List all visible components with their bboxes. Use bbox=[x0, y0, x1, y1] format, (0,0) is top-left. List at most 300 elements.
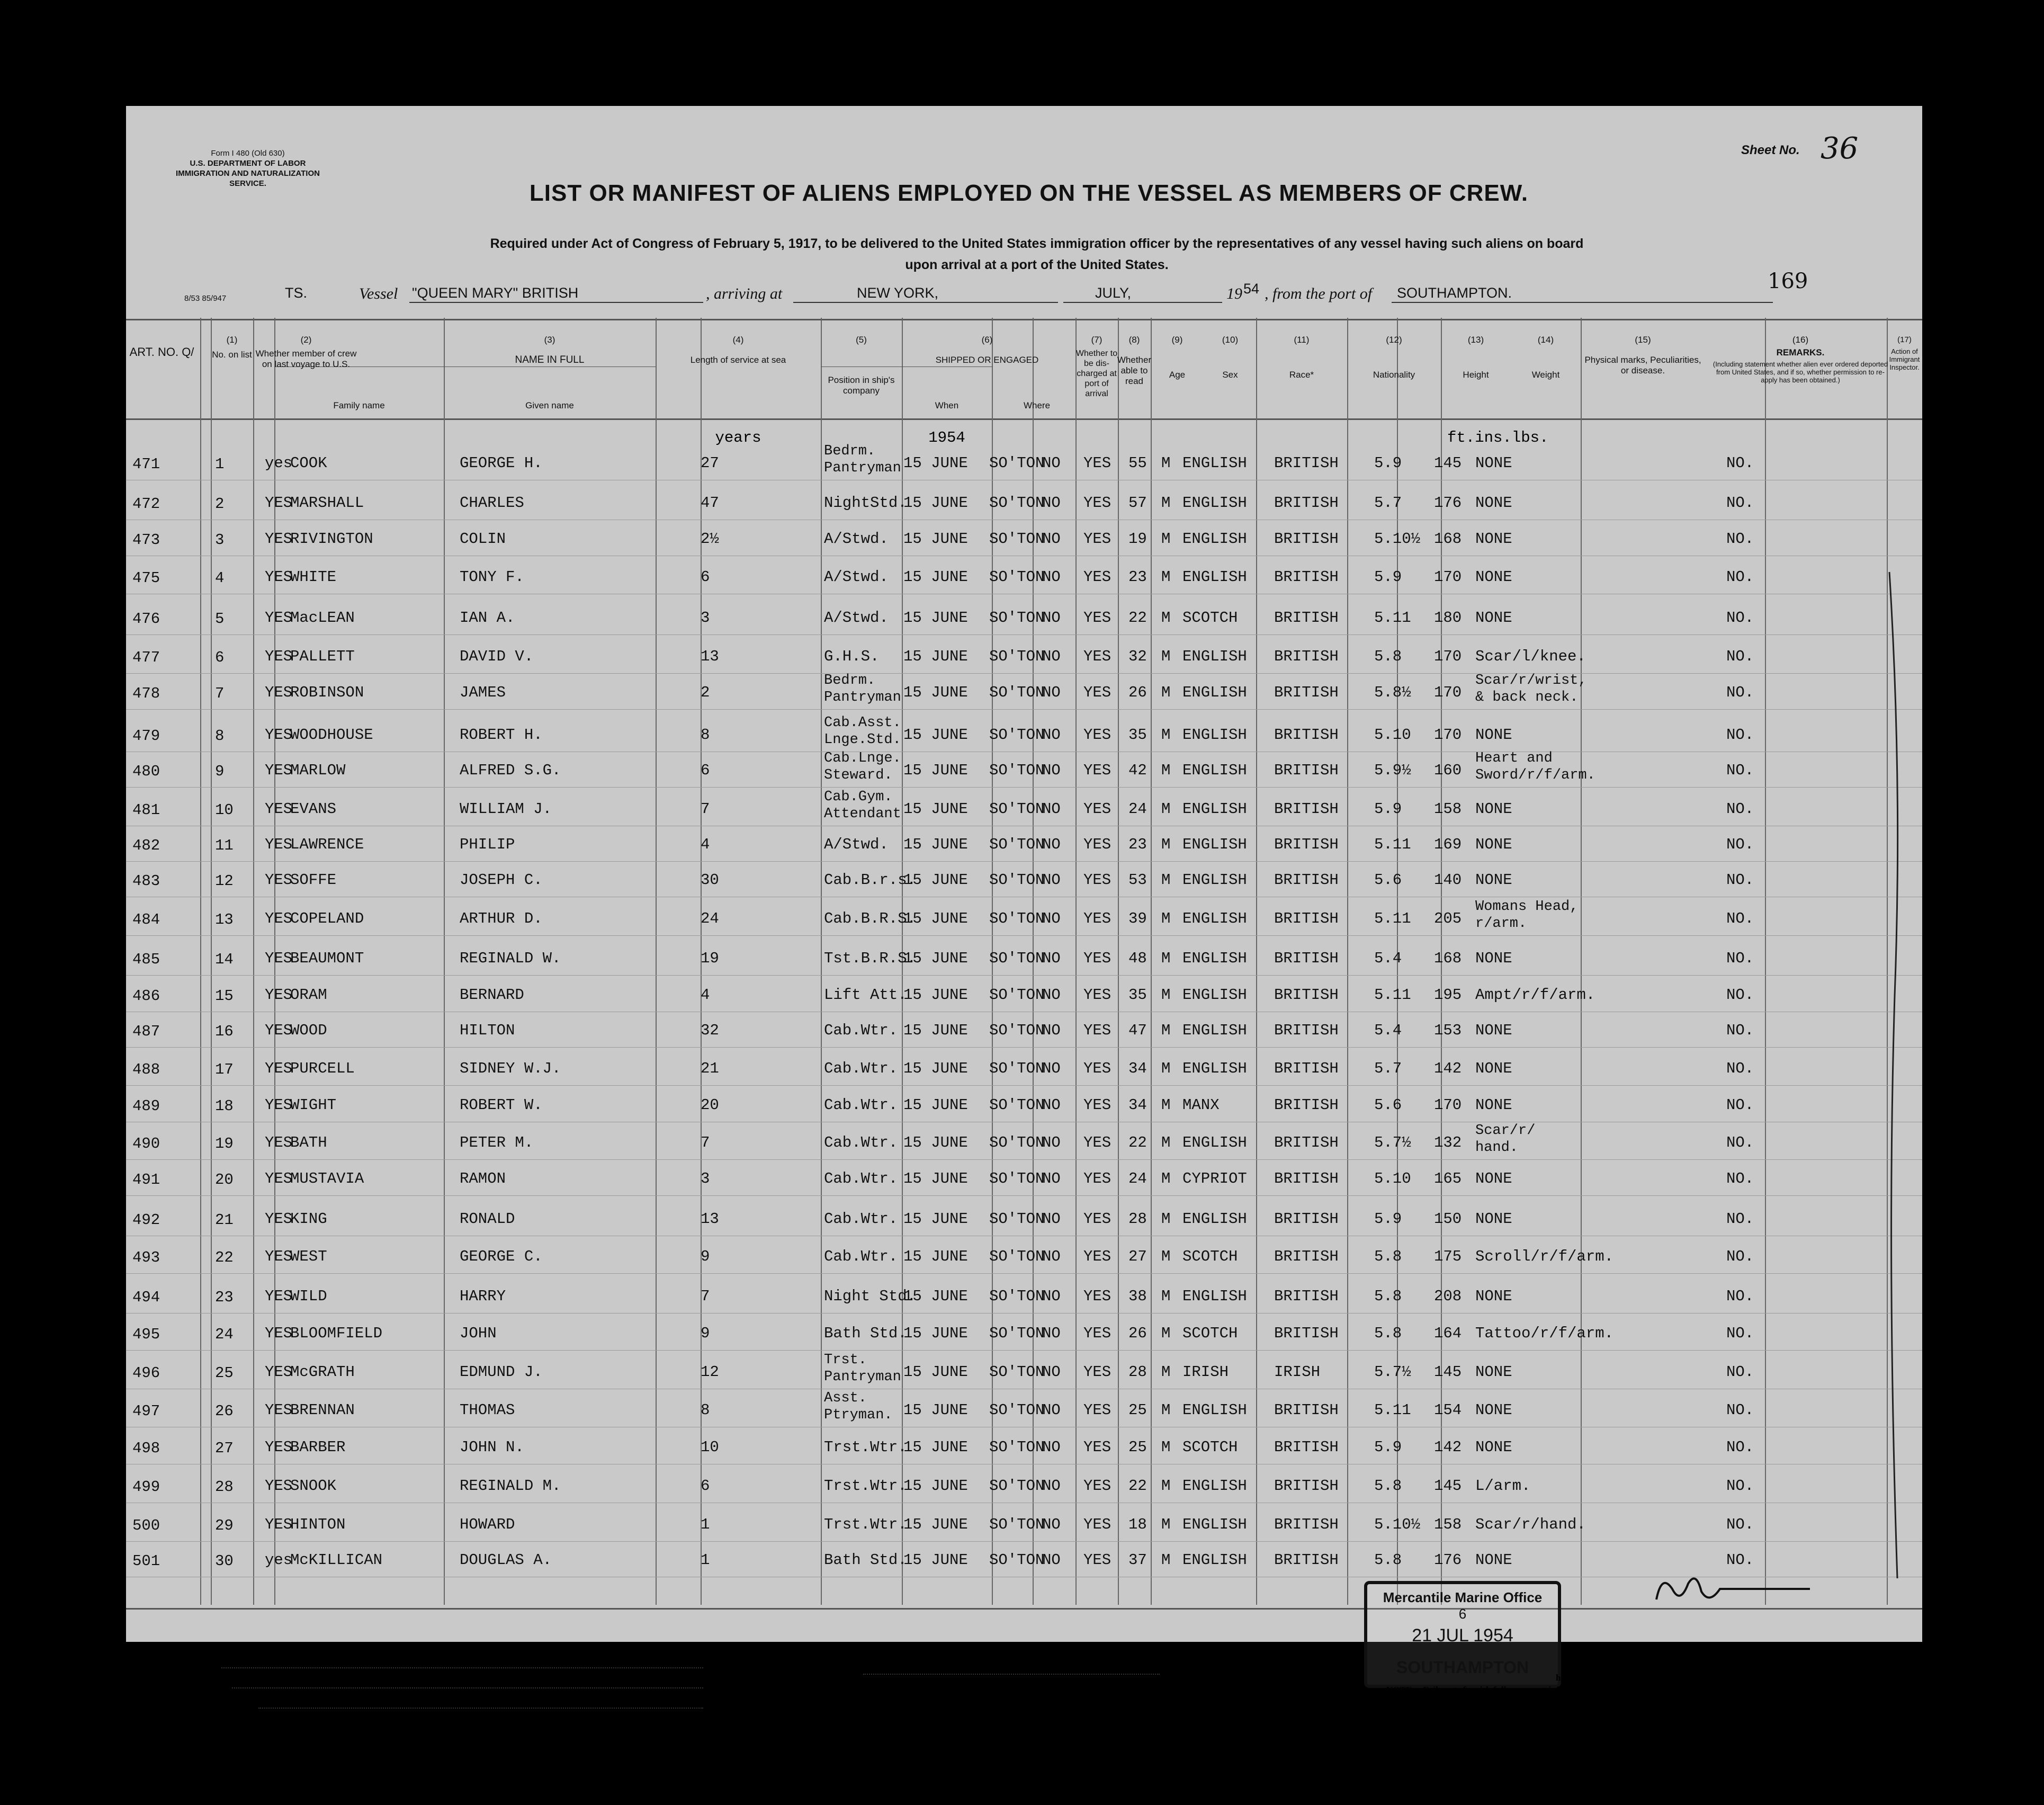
sex: M bbox=[1161, 762, 1171, 779]
col-7-header: Whether to be dis-charged at port of arrival bbox=[1075, 349, 1118, 398]
able-to-read: YES bbox=[1083, 1096, 1111, 1114]
art-number: 498 bbox=[132, 1440, 160, 1457]
engaged-when: 15 JUNE bbox=[903, 1477, 968, 1495]
list-number: 5 bbox=[215, 610, 225, 628]
remarks: NO. bbox=[1726, 726, 1754, 744]
service-name: IMMIGRATION AND NATURALIZATION SERVICE. bbox=[176, 169, 320, 188]
remarks: NO. bbox=[1726, 1170, 1754, 1187]
col-8-number: (8) bbox=[1128, 335, 1140, 345]
list-number: 28 bbox=[215, 1478, 234, 1496]
table-row bbox=[126, 1390, 1922, 1424]
physical-marks: NONE bbox=[1475, 1022, 1512, 1039]
discharged: NO bbox=[1042, 1022, 1061, 1039]
able-to-read: YES bbox=[1083, 1170, 1111, 1187]
engaged-where: SO'TON bbox=[989, 1401, 1045, 1419]
physical-marks: NONE bbox=[1475, 1096, 1512, 1114]
units-measure: ft.ins.lbs. bbox=[1447, 429, 1549, 446]
list-number: 27 bbox=[215, 1440, 234, 1457]
race: ENGLISH bbox=[1182, 648, 1247, 665]
age: 22 bbox=[1128, 1134, 1147, 1151]
departure-port: SOUTHAMPTON. bbox=[1397, 285, 1512, 301]
height: 5.7½ bbox=[1374, 1134, 1411, 1151]
col-3-given-name: Given name bbox=[525, 400, 574, 410]
height: 5.8 bbox=[1374, 1325, 1402, 1342]
stamp-date: 21 JUL 1954 bbox=[1412, 1625, 1513, 1646]
nationality: IRISH bbox=[1274, 1363, 1321, 1381]
prior-voyage: yes bbox=[265, 454, 293, 472]
given-name: HARRY bbox=[460, 1288, 506, 1305]
art-number: 499 bbox=[132, 1478, 160, 1496]
subtitle-line-1: Required under Act of Congress of February 5, 1917, to be delivered to the United States immigration officer by the representatives of any vessel having such aliens on board bbox=[490, 236, 1584, 251]
physical-marks: NONE bbox=[1475, 1288, 1512, 1305]
age: 18 bbox=[1128, 1516, 1147, 1533]
nationality: BRITISH bbox=[1274, 1096, 1339, 1114]
family-name: MUSTAVIA bbox=[290, 1170, 364, 1187]
physical-marks: Heart and bbox=[1475, 750, 1553, 766]
given-name: JOSEPH C. bbox=[460, 871, 543, 889]
list-number: 18 bbox=[215, 1097, 234, 1115]
nationality: BRITISH bbox=[1274, 1477, 1339, 1495]
list-number: 11 bbox=[215, 837, 234, 854]
inspector-handwritten-mark: D-1 bbox=[1937, 540, 1975, 618]
vessel-name: "QUEEN MARY" BRITISH bbox=[412, 285, 579, 301]
race: ENGLISH bbox=[1182, 871, 1247, 889]
crew-table bbox=[126, 106, 1922, 1642]
sex: M bbox=[1161, 1288, 1171, 1305]
position-line-1: Cab.Lnge. bbox=[824, 750, 901, 766]
age: 24 bbox=[1128, 800, 1147, 818]
col-4-number: (4) bbox=[732, 335, 744, 345]
race: ENGLISH bbox=[1182, 910, 1247, 927]
age: 27 bbox=[1128, 1248, 1147, 1265]
family-name: KING bbox=[290, 1210, 327, 1228]
engaged-where: SO'TON bbox=[989, 1551, 1045, 1569]
physical-marks: Scar/l/knee. bbox=[1475, 648, 1586, 665]
service-years: 7 bbox=[701, 800, 710, 818]
engaged-when: 15 JUNE bbox=[903, 1516, 968, 1533]
physical-marks: NONE bbox=[1475, 1401, 1512, 1419]
note-prefix: hereof. bbox=[1556, 1673, 1583, 1683]
sex: M bbox=[1161, 1170, 1171, 1187]
race: SCOTCH bbox=[1182, 1248, 1238, 1265]
sex: M bbox=[1161, 1096, 1171, 1114]
sex: M bbox=[1161, 1210, 1171, 1228]
remarks: NO. bbox=[1726, 871, 1754, 889]
family-name: WHITE bbox=[290, 568, 337, 586]
physical-marks: Scroll/r/f/arm. bbox=[1475, 1248, 1614, 1265]
list-number: 17 bbox=[215, 1061, 234, 1078]
position-line-2: Attendant bbox=[824, 806, 901, 822]
height: 5.9 bbox=[1374, 800, 1402, 818]
engaged-when: 15 JUNE bbox=[903, 986, 968, 1004]
table-row bbox=[126, 1326, 1922, 1347]
age: 23 bbox=[1128, 568, 1147, 586]
discharged: NO bbox=[1042, 800, 1061, 818]
nationality: BRITISH bbox=[1274, 609, 1339, 627]
list-number: 20 bbox=[215, 1171, 234, 1189]
height: 5.10 bbox=[1374, 726, 1411, 744]
art-number: 484 bbox=[132, 911, 160, 928]
remarks: NO. bbox=[1726, 568, 1754, 586]
list-number: 1 bbox=[215, 455, 225, 473]
family-name: BRENNAN bbox=[290, 1401, 355, 1419]
race: ENGLISH bbox=[1182, 684, 1247, 701]
engaged-when: 15 JUNE bbox=[903, 1096, 968, 1114]
weight: 208 bbox=[1434, 1288, 1462, 1305]
table-row bbox=[126, 673, 1922, 706]
sex: M bbox=[1161, 454, 1171, 472]
engaged-where: SO'TON bbox=[989, 530, 1045, 548]
art-number: 478 bbox=[132, 685, 160, 702]
subtitle-line-2: upon arrival at a port of the United States. bbox=[905, 257, 1169, 272]
table-row bbox=[126, 715, 1922, 748]
given-name: ARTHUR D. bbox=[460, 910, 543, 927]
col-5-number: (5) bbox=[856, 335, 867, 345]
col-14-header: Weight bbox=[1531, 370, 1560, 380]
given-name: GEORGE C. bbox=[460, 1248, 543, 1265]
race: ENGLISH bbox=[1182, 530, 1247, 548]
age: 35 bbox=[1128, 986, 1147, 1004]
physical-marks: Ampt/r/f/arm. bbox=[1475, 986, 1595, 1004]
prior-voyage: YES bbox=[265, 836, 293, 853]
physical-marks-line-2: r/arm. bbox=[1475, 916, 1527, 932]
race: CYPRIOT bbox=[1182, 1170, 1247, 1187]
sex: M bbox=[1161, 871, 1171, 889]
table-row bbox=[126, 1123, 1922, 1156]
height: 5.4 bbox=[1374, 950, 1402, 967]
engaged-where: SO'TON bbox=[989, 684, 1045, 701]
race: IRISH bbox=[1182, 1363, 1229, 1381]
engaged-when: 15 JUNE bbox=[903, 836, 968, 853]
position-line-1: Cab.Wtr. bbox=[824, 1060, 898, 1077]
table-row bbox=[126, 1211, 1922, 1232]
nationality: BRITISH bbox=[1274, 800, 1339, 818]
sex: M bbox=[1161, 1134, 1171, 1151]
engaged-when: 15 JUNE bbox=[903, 1248, 968, 1265]
sex: M bbox=[1161, 726, 1171, 744]
service-years: 32 bbox=[701, 1022, 719, 1039]
engaged-where: SO'TON bbox=[989, 871, 1045, 889]
sex: M bbox=[1161, 609, 1171, 627]
physical-marks: NONE bbox=[1475, 530, 1512, 548]
family-name: SOFFE bbox=[290, 871, 337, 889]
nationality: BRITISH bbox=[1274, 910, 1339, 927]
table-row bbox=[126, 1517, 1922, 1538]
height: 5.11 bbox=[1374, 910, 1411, 927]
table-row bbox=[126, 789, 1922, 823]
position-line-1: Trst.Wtr. bbox=[824, 1477, 907, 1495]
nationality: BRITISH bbox=[1274, 648, 1339, 665]
weight: 195 bbox=[1434, 986, 1462, 1004]
sex: M bbox=[1161, 1477, 1171, 1495]
age: 19 bbox=[1128, 530, 1147, 548]
prior-voyage: YES bbox=[265, 1096, 293, 1114]
weight: 170 bbox=[1434, 1096, 1462, 1114]
height: 5.9½ bbox=[1374, 762, 1411, 779]
race: SCOTCH bbox=[1182, 1325, 1238, 1342]
discharged: NO bbox=[1042, 1325, 1061, 1342]
discharged: NO bbox=[1042, 871, 1061, 889]
position-line-1: A/Stwd. bbox=[824, 568, 889, 586]
service-years: 9 bbox=[701, 1325, 710, 1342]
art-number: 500 bbox=[132, 1517, 160, 1534]
service-years: 8 bbox=[701, 1401, 710, 1419]
race: ENGLISH bbox=[1182, 986, 1247, 1004]
position-line-1: NightStd. bbox=[824, 494, 907, 512]
legal-note: NOTE.—Failure to furnish full or correct information in columns (3), (6), (7), and (8), is punishable by a fine of ten dollars for each alien. See other side. bbox=[1386, 1685, 1928, 1706]
remarks: NO. bbox=[1726, 1060, 1754, 1077]
weight: 150 bbox=[1434, 1210, 1462, 1228]
height: 5.11 bbox=[1374, 986, 1411, 1004]
nationality: BRITISH bbox=[1274, 762, 1339, 779]
given-name: IAN A. bbox=[460, 609, 515, 627]
physical-marks: NONE bbox=[1475, 1551, 1512, 1569]
engaged-when: 15 JUNE bbox=[903, 1210, 968, 1228]
remarks: NO. bbox=[1726, 1210, 1754, 1228]
position-line-1: Cab.Wtr. bbox=[824, 1210, 898, 1228]
remarks: NO. bbox=[1726, 800, 1754, 818]
service-years: 12 bbox=[701, 1363, 719, 1381]
engaged-when: 15 JUNE bbox=[903, 648, 968, 665]
remarks: NO. bbox=[1726, 1134, 1754, 1151]
col-9-number: (9) bbox=[1171, 335, 1183, 345]
weight: 154 bbox=[1434, 1401, 1462, 1419]
family-name: MARSHALL bbox=[290, 494, 364, 512]
engaged-when: 15 JUNE bbox=[903, 871, 968, 889]
nationality: BRITISH bbox=[1274, 950, 1339, 967]
art-number: 479 bbox=[132, 727, 160, 745]
age: 26 bbox=[1128, 1325, 1147, 1342]
prior-voyage: YES bbox=[265, 568, 293, 586]
physical-marks: Scar/r/ bbox=[1475, 1123, 1536, 1139]
discharged: NO bbox=[1042, 1060, 1061, 1077]
weight: 176 bbox=[1434, 494, 1462, 512]
nationality: BRITISH bbox=[1274, 1210, 1339, 1228]
sex: M bbox=[1161, 568, 1171, 586]
height: 5.9 bbox=[1374, 1438, 1402, 1456]
prior-voyage: YES bbox=[265, 1210, 293, 1228]
engaged-when: 15 JUNE bbox=[903, 1438, 968, 1456]
nationality: BRITISH bbox=[1274, 494, 1339, 512]
age: 34 bbox=[1128, 1060, 1147, 1077]
weight: 170 bbox=[1434, 684, 1462, 701]
race: ENGLISH bbox=[1182, 1210, 1247, 1228]
able-to-read: YES bbox=[1083, 1401, 1111, 1419]
able-to-read: YES bbox=[1083, 1288, 1111, 1305]
list-number: 19 bbox=[215, 1135, 234, 1152]
nationality: BRITISH bbox=[1274, 1248, 1339, 1265]
engaged-where: SO'TON bbox=[989, 1363, 1045, 1381]
engaged-when: 15 JUNE bbox=[903, 762, 968, 779]
age: 28 bbox=[1128, 1363, 1147, 1381]
weight: 176 bbox=[1434, 1551, 1462, 1569]
engaged-when: 15 JUNE bbox=[903, 1363, 968, 1381]
race: ENGLISH bbox=[1182, 1516, 1247, 1533]
physical-marks: Scar/r/wrist, bbox=[1475, 673, 1587, 689]
able-to-read: YES bbox=[1083, 1248, 1111, 1265]
service-years: 6 bbox=[701, 1477, 710, 1495]
page-stamp-number: 169 bbox=[1768, 269, 1808, 293]
table-row bbox=[126, 951, 1922, 972]
art-number: 477 bbox=[132, 649, 160, 666]
age: 37 bbox=[1128, 1551, 1147, 1569]
discharged: NO bbox=[1042, 986, 1061, 1004]
able-to-read: YES bbox=[1083, 986, 1111, 1004]
col-17-header: Action of Immigrant Inspector. bbox=[1889, 347, 1920, 371]
arrival-month: JULY, bbox=[1095, 285, 1132, 301]
service-years: 7 bbox=[701, 1134, 710, 1151]
weight: 164 bbox=[1434, 1325, 1462, 1342]
position-line-1: Cab.B.R.S. bbox=[824, 910, 917, 927]
engaged-when: 15 JUNE bbox=[903, 454, 968, 472]
col-3-header: NAME IN FULL bbox=[515, 354, 585, 365]
discharged: NO bbox=[1042, 1438, 1061, 1456]
list-number: 4 bbox=[215, 569, 225, 587]
height: 5.6 bbox=[1374, 871, 1402, 889]
discharged: NO bbox=[1042, 568, 1061, 586]
table-row bbox=[126, 1023, 1922, 1044]
engaged-when: 15 JUNE bbox=[903, 1551, 968, 1569]
art-number: 483 bbox=[132, 872, 160, 890]
service-years: 19 bbox=[701, 950, 719, 967]
sex: M bbox=[1161, 1060, 1171, 1077]
family-name: BARBER bbox=[290, 1438, 346, 1456]
service-years: 4 bbox=[701, 836, 710, 853]
physical-marks: Womans Head, bbox=[1475, 899, 1579, 915]
given-name: HOWARD bbox=[460, 1516, 515, 1533]
service-years: 1 bbox=[701, 1551, 710, 1569]
race: ENGLISH bbox=[1182, 800, 1247, 818]
able-to-read: YES bbox=[1083, 762, 1111, 779]
family-name: WIGHT bbox=[290, 1096, 337, 1114]
given-name: TONY F. bbox=[460, 568, 524, 586]
list-number: 24 bbox=[215, 1326, 234, 1343]
engaged-where: SO'TON bbox=[989, 494, 1045, 512]
able-to-read: YES bbox=[1083, 910, 1111, 927]
weight: 140 bbox=[1434, 871, 1462, 889]
family-name: WEST bbox=[290, 1248, 327, 1265]
family-name: COPELAND bbox=[290, 910, 364, 927]
position-line-1: Cab.Gym. bbox=[824, 789, 893, 805]
engaged-where: SO'TON bbox=[989, 950, 1045, 967]
age: 42 bbox=[1128, 762, 1147, 779]
vessel-prefix: TS. bbox=[285, 285, 308, 301]
list-number: 8 bbox=[215, 727, 225, 745]
engaged-where: SO'TON bbox=[989, 568, 1045, 586]
family-name: ORAM bbox=[290, 986, 327, 1004]
able-to-read: YES bbox=[1083, 871, 1111, 889]
engaged-when: 15 JUNE bbox=[903, 1401, 968, 1419]
able-to-read: YES bbox=[1083, 1516, 1111, 1533]
col-12-header: Nationality bbox=[1373, 370, 1415, 380]
weight: 142 bbox=[1434, 1060, 1462, 1077]
race: ENGLISH bbox=[1182, 454, 1247, 472]
age: 35 bbox=[1128, 726, 1147, 744]
age: 48 bbox=[1128, 950, 1147, 967]
remarks: NO. bbox=[1726, 986, 1754, 1004]
discharged: NO bbox=[1042, 648, 1061, 665]
service-years: 13 bbox=[701, 648, 719, 665]
stamp-number: 6 bbox=[1458, 1606, 1467, 1622]
nationality: BRITISH bbox=[1274, 1288, 1339, 1305]
remarks: NO. bbox=[1726, 1477, 1754, 1495]
art-number: 472 bbox=[132, 495, 160, 513]
discharged: NO bbox=[1042, 1516, 1061, 1533]
age: 38 bbox=[1128, 1288, 1147, 1305]
prior-voyage: YES bbox=[265, 609, 293, 627]
year-prefix: 19 bbox=[1226, 285, 1242, 302]
nationality: BRITISH bbox=[1274, 1325, 1339, 1342]
remarks: NO. bbox=[1726, 1288, 1754, 1305]
remarks: NO. bbox=[1726, 609, 1754, 627]
prior-voyage: YES bbox=[265, 800, 293, 818]
col-2-number: (2) bbox=[300, 335, 312, 345]
list-number: 2 bbox=[215, 495, 225, 513]
prior-voyage: YES bbox=[265, 494, 293, 512]
art-number: 475 bbox=[132, 569, 160, 587]
table-row bbox=[126, 872, 1922, 893]
engaged-when: 15 JUNE bbox=[903, 1325, 968, 1342]
engaged-when: 15 JUNE bbox=[903, 568, 968, 586]
engaged-where: SO'TON bbox=[989, 454, 1045, 472]
height: 5.7½ bbox=[1374, 1363, 1411, 1381]
height: 5.7 bbox=[1374, 494, 1402, 512]
physical-marks-line-2: & back neck. bbox=[1475, 690, 1579, 705]
service-years: 27 bbox=[701, 454, 719, 472]
art-number: 471 bbox=[132, 455, 160, 473]
able-to-read: YES bbox=[1083, 609, 1111, 627]
nationality: BRITISH bbox=[1274, 454, 1339, 472]
col-11-header: Race* bbox=[1289, 370, 1314, 380]
col-7-number: (7) bbox=[1091, 335, 1102, 345]
service-years: 21 bbox=[701, 1060, 719, 1077]
table-row bbox=[126, 1061, 1922, 1082]
height: 5.8 bbox=[1374, 1248, 1402, 1265]
prior-voyage: YES bbox=[265, 684, 293, 701]
prior-voyage: YES bbox=[265, 1170, 293, 1187]
engaged-when: 15 JUNE bbox=[903, 1170, 968, 1187]
weight: 158 bbox=[1434, 800, 1462, 818]
units-year: 1954 bbox=[928, 429, 965, 446]
sex: M bbox=[1161, 1438, 1171, 1456]
able-to-read: YES bbox=[1083, 494, 1111, 512]
col-4-header: Length of service at sea bbox=[690, 355, 786, 365]
family-name: COOK bbox=[290, 454, 327, 472]
height: 5.4 bbox=[1374, 1022, 1402, 1039]
family-name: BLOOMFIELD bbox=[290, 1325, 383, 1342]
given-name: CHARLES bbox=[460, 494, 524, 512]
sex: M bbox=[1161, 800, 1171, 818]
sex: M bbox=[1161, 648, 1171, 665]
weight: 205 bbox=[1434, 910, 1462, 927]
prior-voyage: YES bbox=[265, 1134, 293, 1151]
engaged-when: 15 JUNE bbox=[903, 1134, 968, 1151]
nationality: BRITISH bbox=[1274, 1022, 1339, 1039]
engaged-where: SO'TON bbox=[989, 1325, 1045, 1342]
family-name: MacLEAN bbox=[290, 609, 355, 627]
family-name: ROBINSON bbox=[290, 684, 364, 701]
table-row bbox=[126, 987, 1922, 1008]
engaged-when: 15 JUNE bbox=[903, 1022, 968, 1039]
list-number: 21 bbox=[215, 1211, 234, 1229]
remarks: NO. bbox=[1726, 454, 1754, 472]
nationality: BRITISH bbox=[1274, 1401, 1339, 1419]
sex: M bbox=[1161, 1248, 1171, 1265]
age: 53 bbox=[1128, 871, 1147, 889]
discharged: NO bbox=[1042, 454, 1061, 472]
given-name: PHILIP bbox=[460, 836, 515, 853]
weight: 180 bbox=[1434, 609, 1462, 627]
